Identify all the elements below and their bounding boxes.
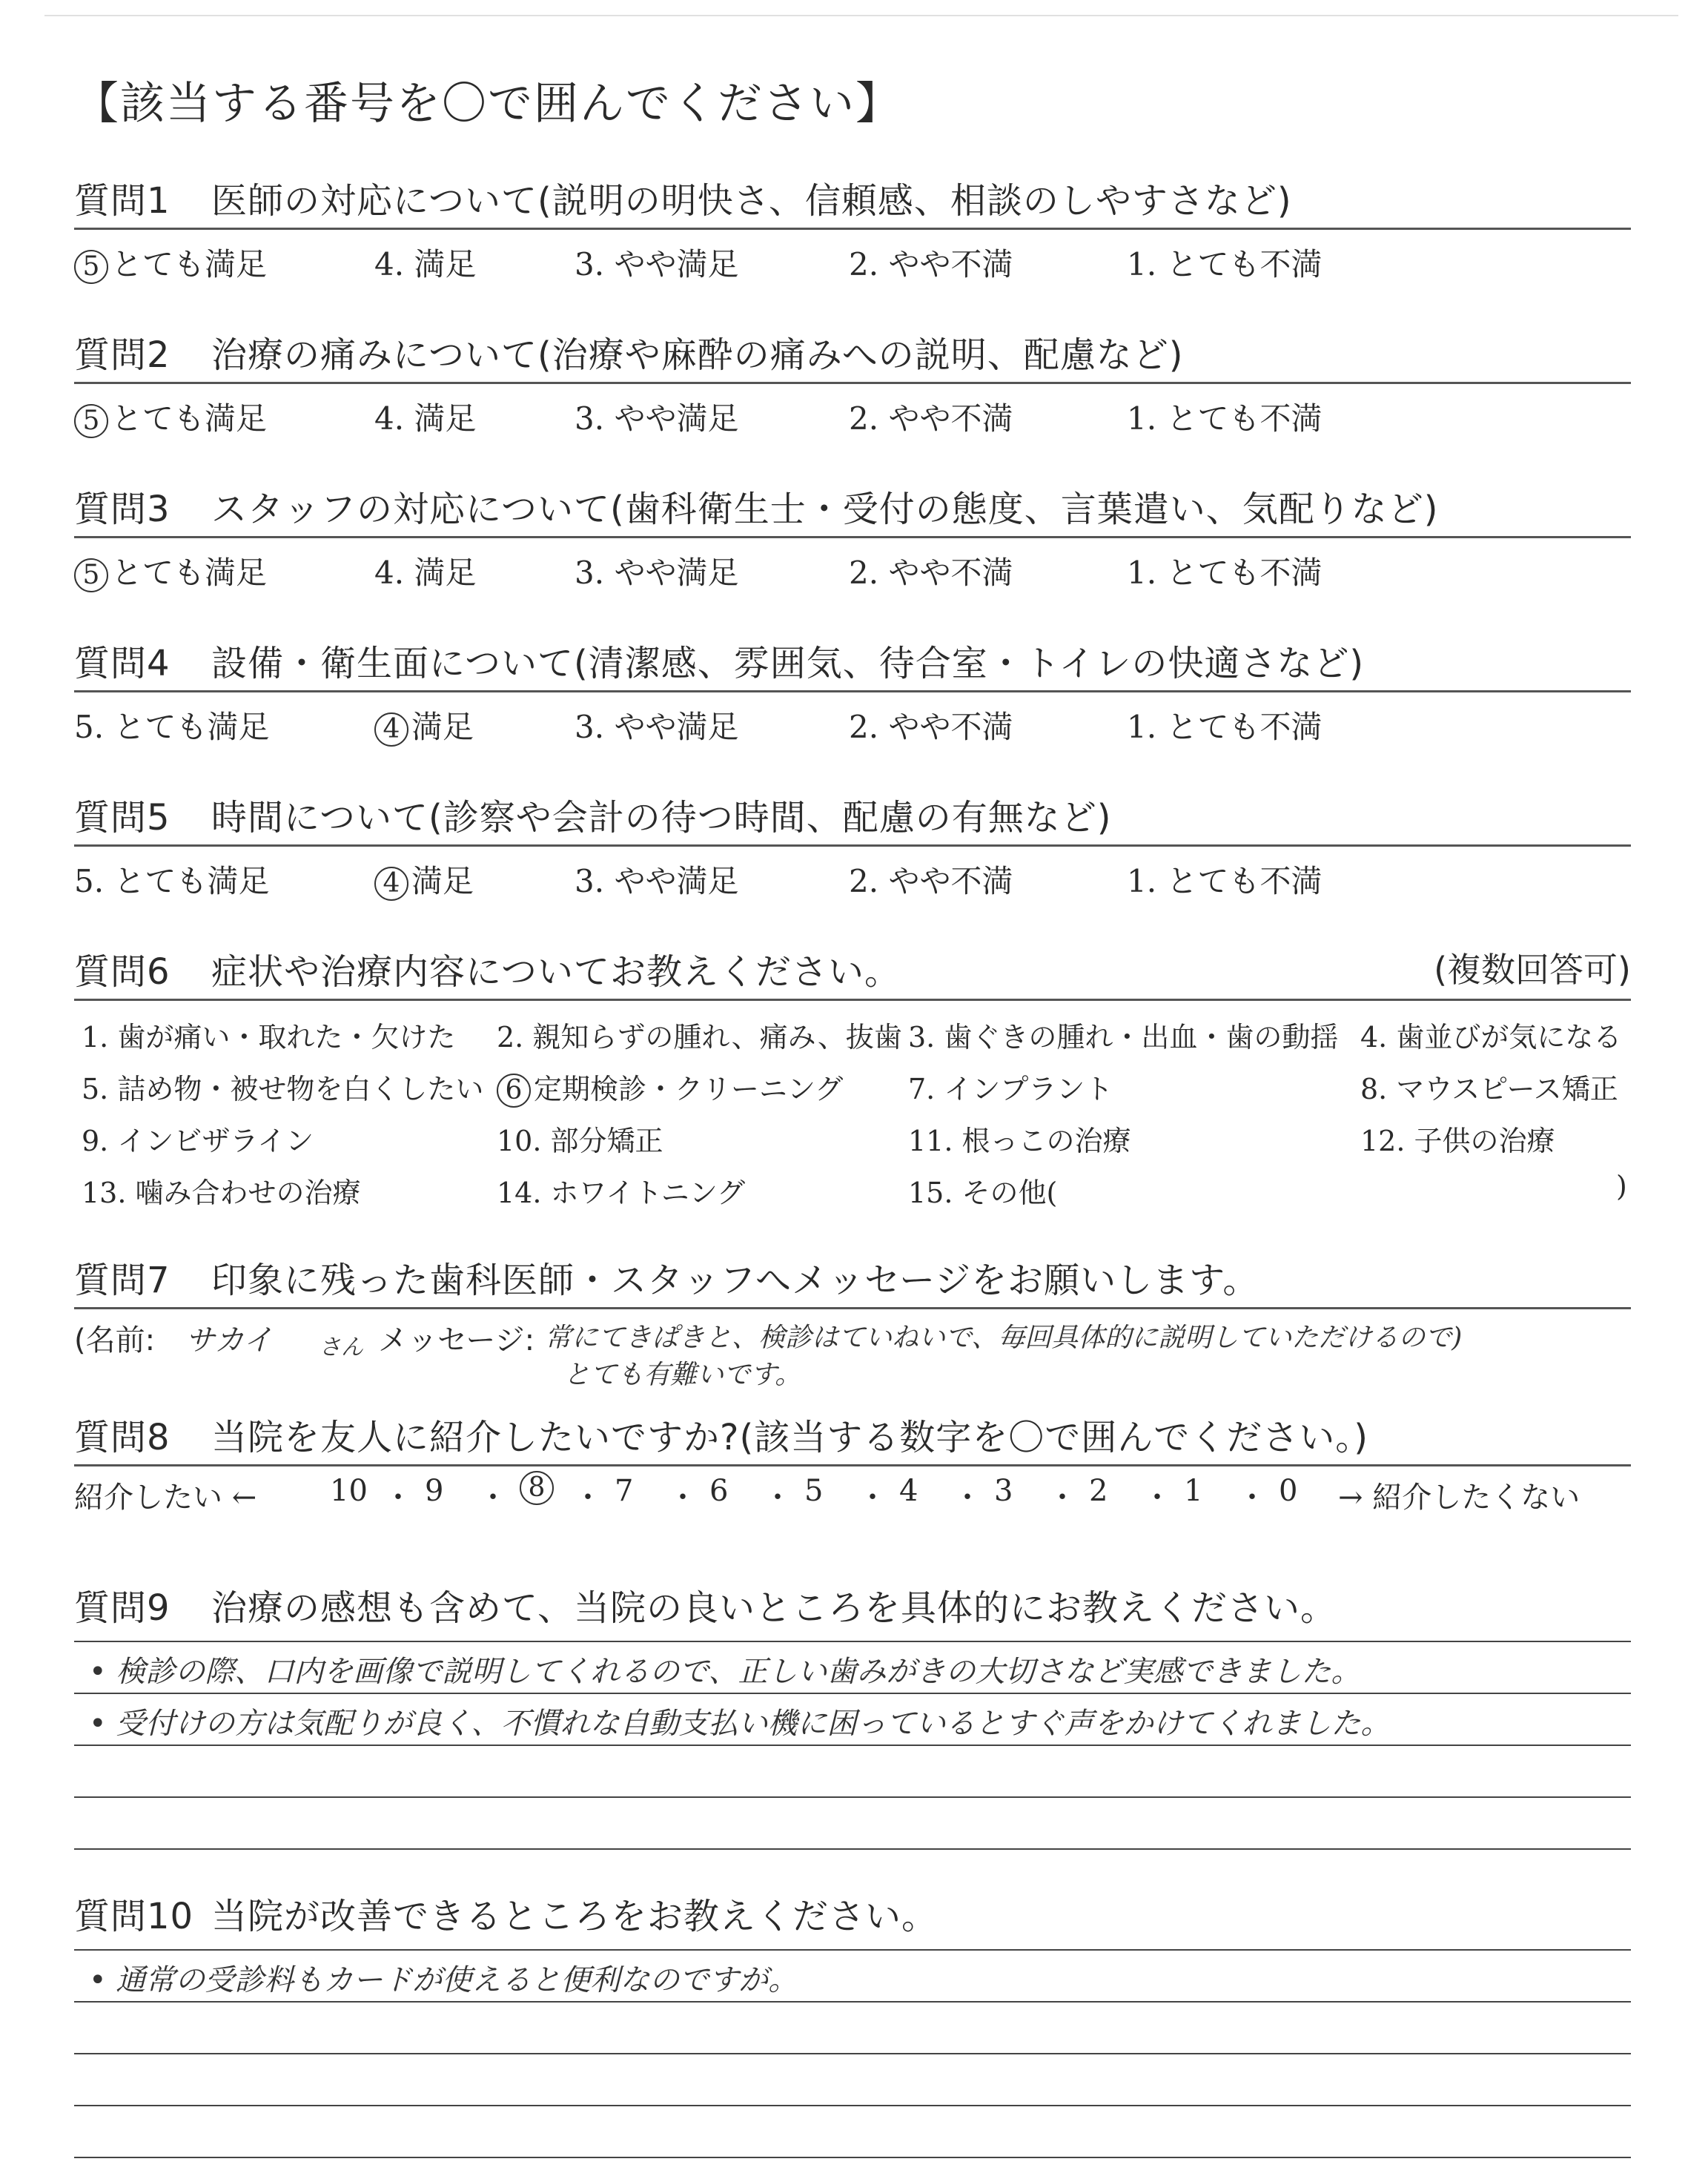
option-label: 歯並びが気になる (1396, 1021, 1622, 1054)
selected-circle: 5 (74, 250, 108, 284)
option-number: 12. (1360, 1125, 1414, 1157)
scale-separator: ・ (1142, 1481, 1172, 1515)
selected-circle: 6 (497, 1074, 531, 1108)
question-9 (74, 1579, 1631, 1853)
symptom-option-7[interactable] (908, 1066, 1113, 1107)
rating-option-5[interactable] (74, 240, 267, 285)
option-label: やや不満 (888, 709, 1013, 745)
option-label: やや不満 (888, 863, 1013, 899)
scale-separator: ・ (478, 1481, 508, 1515)
rating-option-5[interactable] (74, 394, 267, 439)
question-title (74, 635, 1631, 686)
option-number: 2. (497, 1021, 533, 1054)
name-label: (名前: (74, 1323, 156, 1357)
rating-option-3[interactable] (575, 240, 738, 285)
scale-separator: ・ (383, 1481, 413, 1515)
rating-option-3[interactable] (575, 549, 738, 593)
option-label: 歯が痛い・取れた・欠けた (117, 1021, 456, 1054)
answer-line (74, 1745, 1631, 1746)
option-label: 詰め物・被せ物を白くしたい (117, 1073, 484, 1105)
question-text: 当院が改善できるところをお教えください。 (211, 1896, 939, 1937)
option-number: 2. (849, 400, 889, 437)
option-number: 10. (497, 1125, 551, 1157)
scale-value-5[interactable]: 5 (804, 1474, 824, 1508)
answer-line (74, 1641, 1631, 1642)
option-label: とても満足 (113, 863, 270, 899)
option-number: 4. (374, 555, 414, 591)
handwritten-answer[interactable]: • 通常の受診料もカードが使えると便利なのですが。 (89, 1963, 798, 1997)
option-number: 4. (1360, 1021, 1397, 1054)
question-number: 質問4 (74, 643, 171, 684)
scale-value-7[interactable]: 7 (615, 1474, 634, 1508)
option-label: やや不満 (888, 555, 1013, 591)
scale-value-9[interactable]: 9 (425, 1474, 444, 1508)
rating-option-4[interactable] (374, 240, 476, 285)
option-number: 3. (575, 863, 615, 899)
symptom-option-8[interactable] (1360, 1066, 1618, 1107)
option-label: やや不満 (888, 400, 1013, 437)
question-title (74, 1409, 1631, 1460)
rating-option-4[interactable] (374, 857, 474, 902)
question-title (74, 1579, 1631, 1630)
option-label: インプラント (944, 1073, 1113, 1105)
option-label: 満足 (411, 709, 474, 745)
option-label: やや不満 (888, 246, 1013, 282)
rating-options (74, 692, 1631, 744)
scale-value-3[interactable]: 3 (994, 1474, 1013, 1508)
question-text: 印象に残った歯科医師・スタッフへメッセージをお願いします。 (211, 1260, 1260, 1301)
option-number: 1. (1127, 863, 1167, 899)
rating-option-3[interactable] (575, 703, 738, 747)
answer-lines (74, 1630, 1631, 1853)
option-number: 1. (1127, 246, 1167, 282)
rating-option-4[interactable] (374, 703, 474, 747)
rating-option-3[interactable] (575, 394, 738, 439)
scale-value-0[interactable]: 0 (1279, 1474, 1298, 1508)
symptom-option-9[interactable] (82, 1118, 314, 1159)
answer-line (74, 2157, 1631, 2158)
selected-circle: 4 (374, 867, 408, 901)
option-label: やや満足 (614, 863, 739, 899)
question-text: 当院を友人に紹介したいですか?(該当する数字を〇で囲んでください。) (211, 1417, 1368, 1458)
page-title: 【該当する番号を〇で囲んでください】 (74, 78, 901, 130)
symptom-option-4[interactable] (1360, 1014, 1621, 1055)
question-number: 質問6 (74, 951, 171, 993)
option-number: 1. (1127, 555, 1167, 591)
selected-circle: 5 (74, 404, 108, 438)
rating-option-2[interactable] (849, 549, 1013, 593)
symptom-option-2[interactable] (497, 1014, 902, 1055)
scale-value-2[interactable]: 2 (1089, 1474, 1108, 1508)
rating-option-1[interactable] (1127, 394, 1322, 439)
answer-lines (74, 1939, 1631, 2176)
rating-option-2[interactable] (849, 703, 1013, 747)
answer-line (74, 1949, 1631, 1951)
option-label: 親知らずの腫れ、痛み、抜歯 (532, 1021, 902, 1054)
scale-separator: ・ (1237, 1481, 1267, 1515)
question-text: 治療の痛みについて(治療や麻酔の痛みへの説明、配慮など) (211, 334, 1184, 376)
option-label: 根っこの治療 (961, 1125, 1131, 1157)
option-number: 2. (849, 555, 889, 591)
symptom-option-11[interactable] (908, 1118, 1131, 1159)
option-label: 噛み合わせの治療 (135, 1177, 361, 1209)
question-number: 質問8 (74, 1417, 171, 1458)
question-6 (74, 943, 1631, 1223)
question-title (74, 1888, 1631, 1939)
multiple-answer-note: (複数回答可) (1434, 950, 1631, 990)
option-label: とても不満 (1166, 709, 1323, 745)
option-label: 部分矯正 (550, 1125, 663, 1157)
option-number: 3. (575, 246, 615, 282)
rating-option-4[interactable] (374, 394, 476, 439)
option-label: やや満足 (614, 400, 739, 437)
question-7 (74, 1251, 1631, 1391)
scale-separator: ・ (573, 1481, 603, 1515)
rating-options (74, 538, 1631, 590)
rating-option-3[interactable] (575, 857, 738, 902)
question-number: 質問1 (74, 180, 171, 222)
answer-line (74, 1848, 1631, 1850)
referral-scale (74, 1466, 1631, 1515)
rating-options (74, 847, 1631, 899)
option-number: 11. (908, 1125, 962, 1157)
option-label: とても不満 (1166, 246, 1323, 282)
question-1 (74, 172, 1631, 282)
scale-separator: ・ (1047, 1481, 1077, 1515)
option-label: 満足 (414, 555, 477, 591)
question-title (74, 789, 1631, 840)
name-suffix: さん (319, 1335, 363, 1360)
question-number: 質問9 (74, 1587, 171, 1629)
question-text: 医師の対応について(説明の明快さ、信頼感、相談のしやすさなど) (211, 180, 1292, 222)
option-number: 3. (908, 1021, 944, 1054)
rating-option-1[interactable] (1127, 703, 1322, 747)
option-label: 子供の治療 (1414, 1125, 1555, 1157)
symptom-options (74, 1001, 1631, 1223)
scale-separator: ・ (763, 1481, 792, 1515)
symptom-option-10[interactable] (497, 1118, 663, 1159)
question-title (74, 172, 1631, 223)
option-label: やや満足 (614, 246, 739, 282)
question-title (74, 943, 1631, 994)
option-number: 13. (82, 1177, 136, 1209)
staff-name-value[interactable]: サカイ (185, 1323, 273, 1357)
symptom-option-13[interactable] (82, 1170, 361, 1211)
option-label: とても不満 (1166, 863, 1323, 899)
question-5 (74, 789, 1631, 899)
option-number: 1. (1127, 400, 1167, 437)
scale-right-label: → 紹介したくない (1338, 1481, 1580, 1515)
option-label: とても不満 (1166, 400, 1323, 437)
option-label: とても満足 (111, 400, 268, 437)
option-label: 満足 (411, 863, 474, 899)
option-number: 3. (575, 555, 615, 591)
question-3 (74, 480, 1631, 590)
answer-line (74, 2053, 1631, 2054)
rating-option-5[interactable] (74, 857, 269, 902)
question-text: 治療の感想も含めて、当院の良いところを具体的にお教えください。 (211, 1587, 1337, 1629)
option-label: やや満足 (614, 555, 739, 591)
answer-line (74, 1693, 1631, 1694)
question-number: 質問5 (74, 797, 171, 839)
rating-option-1[interactable] (1127, 240, 1322, 285)
rating-option-2[interactable] (849, 240, 1013, 285)
question-title (74, 326, 1631, 377)
question-text: 設備・衛生面について(清潔感、雰囲気、待合室・トイレの快適さなど) (211, 643, 1365, 684)
question-number: 質問3 (74, 489, 171, 530)
answer-line (74, 2001, 1631, 2003)
selected-circle: 5 (74, 558, 108, 592)
symptom-option-1[interactable] (82, 1014, 455, 1055)
question-text: 時間について(診察や会計の待つ時間、配慮の有無など) (211, 797, 1112, 839)
option-number: 1. (1127, 709, 1167, 745)
rating-option-4[interactable] (374, 549, 476, 593)
option-number: 2. (849, 863, 889, 899)
message-line-1[interactable]: 常にてきぱきと、検診はていねいで、毎回具体的に説明していただけるので) (545, 1323, 1463, 1353)
option-label: ホワイトニング (550, 1177, 746, 1209)
rating-options (74, 230, 1631, 282)
option-label: 満足 (414, 400, 477, 437)
symptom-option-6[interactable] (497, 1066, 843, 1108)
option-number: 5. (74, 709, 114, 745)
option-number: 5. (82, 1073, 118, 1105)
question-number: 質問10 (74, 1896, 194, 1937)
option-label: その他( (961, 1177, 1058, 1209)
option-number: 9. (82, 1125, 118, 1157)
symptom-option-12[interactable] (1360, 1118, 1555, 1159)
scale-separator: ・ (953, 1481, 982, 1515)
option-number: 3. (575, 709, 615, 745)
rating-option-1[interactable] (1127, 549, 1322, 593)
option-number: 2. (849, 709, 889, 745)
answer-line (74, 2105, 1631, 2106)
option-label: とても満足 (113, 709, 270, 745)
question-text: スタッフの対応について(歯科衛生士・受付の態度、言葉遣い、気配りなど) (211, 489, 1439, 530)
option-label: とても不満 (1166, 555, 1323, 591)
option-number: 2. (849, 246, 889, 282)
option-number: 7. (908, 1073, 944, 1105)
option-number: 5. (74, 863, 114, 899)
handwritten-answer[interactable]: • 検診の際、口内を画像で説明してくれるので、正しい歯みがきの大切さなど実感できました。 (89, 1655, 1361, 1689)
answer-line (74, 1796, 1631, 1798)
symptom-option-3[interactable] (908, 1014, 1338, 1055)
message-line-2[interactable]: とても有難いです。 (563, 1360, 802, 1390)
question-title (74, 1251, 1631, 1303)
other-close-paren: ) (1616, 1170, 1627, 1203)
scale-value-6[interactable]: 6 (709, 1474, 729, 1508)
rating-option-2[interactable] (849, 394, 1013, 439)
option-number: 1. (82, 1021, 118, 1054)
symptom-option-14[interactable] (497, 1170, 745, 1211)
scale-left-label: 紹介したい ← (74, 1481, 257, 1515)
scale-separator: ・ (668, 1481, 698, 1515)
option-label: やや満足 (614, 709, 739, 745)
question-number: 質問2 (74, 334, 171, 376)
scale-value-1[interactable]: 1 (1184, 1474, 1203, 1508)
option-label: マウスピース矯正 (1396, 1073, 1618, 1105)
rating-option-5[interactable] (74, 549, 267, 593)
option-number: 14. (497, 1177, 551, 1209)
scale-value-4[interactable]: 4 (899, 1474, 918, 1508)
option-number: 8. (1360, 1073, 1397, 1105)
question-8 (74, 1409, 1631, 1515)
rating-option-5[interactable] (74, 703, 269, 747)
option-number: 4. (374, 400, 414, 437)
scale-value-10[interactable]: 10 (330, 1474, 368, 1508)
option-label: とても満足 (111, 246, 268, 282)
handwritten-answer[interactable]: • 受付けの方は気配りが良く、不慣れな自動支払い機に困っているとすぐ声をかけてくれました。 (89, 1707, 1391, 1741)
option-label: とても満足 (111, 555, 268, 591)
selected-circle: 4 (374, 712, 408, 747)
option-label: 満足 (414, 246, 477, 282)
option-number: 15. (908, 1177, 962, 1209)
message-label: メッセージ: (378, 1323, 535, 1357)
question-title (74, 480, 1631, 532)
question-2 (74, 326, 1631, 436)
option-number: 4. (374, 246, 414, 282)
rating-option-1[interactable] (1127, 857, 1322, 902)
question-10 (74, 1888, 1631, 2176)
symptom-option-5[interactable] (82, 1066, 483, 1107)
rating-option-2[interactable] (849, 857, 1013, 902)
symptom-option-15[interactable] (908, 1170, 1057, 1211)
question-4 (74, 635, 1631, 744)
rating-options (74, 384, 1631, 436)
option-label: 歯ぐきの腫れ・出血・歯の動揺 (944, 1021, 1339, 1054)
scale-separator: ・ (858, 1481, 887, 1515)
option-number: 3. (575, 400, 615, 437)
option-label: 定期検診・クリーニング (534, 1073, 844, 1105)
option-label: インビザライン (117, 1125, 314, 1157)
scale-value-8[interactable]: 8 (520, 1471, 554, 1505)
message-area (74, 1309, 1631, 1391)
question-number: 質問7 (74, 1260, 171, 1301)
question-text: 症状や治療内容についてお教えください。 (211, 951, 901, 993)
top-border (44, 15, 1678, 16)
